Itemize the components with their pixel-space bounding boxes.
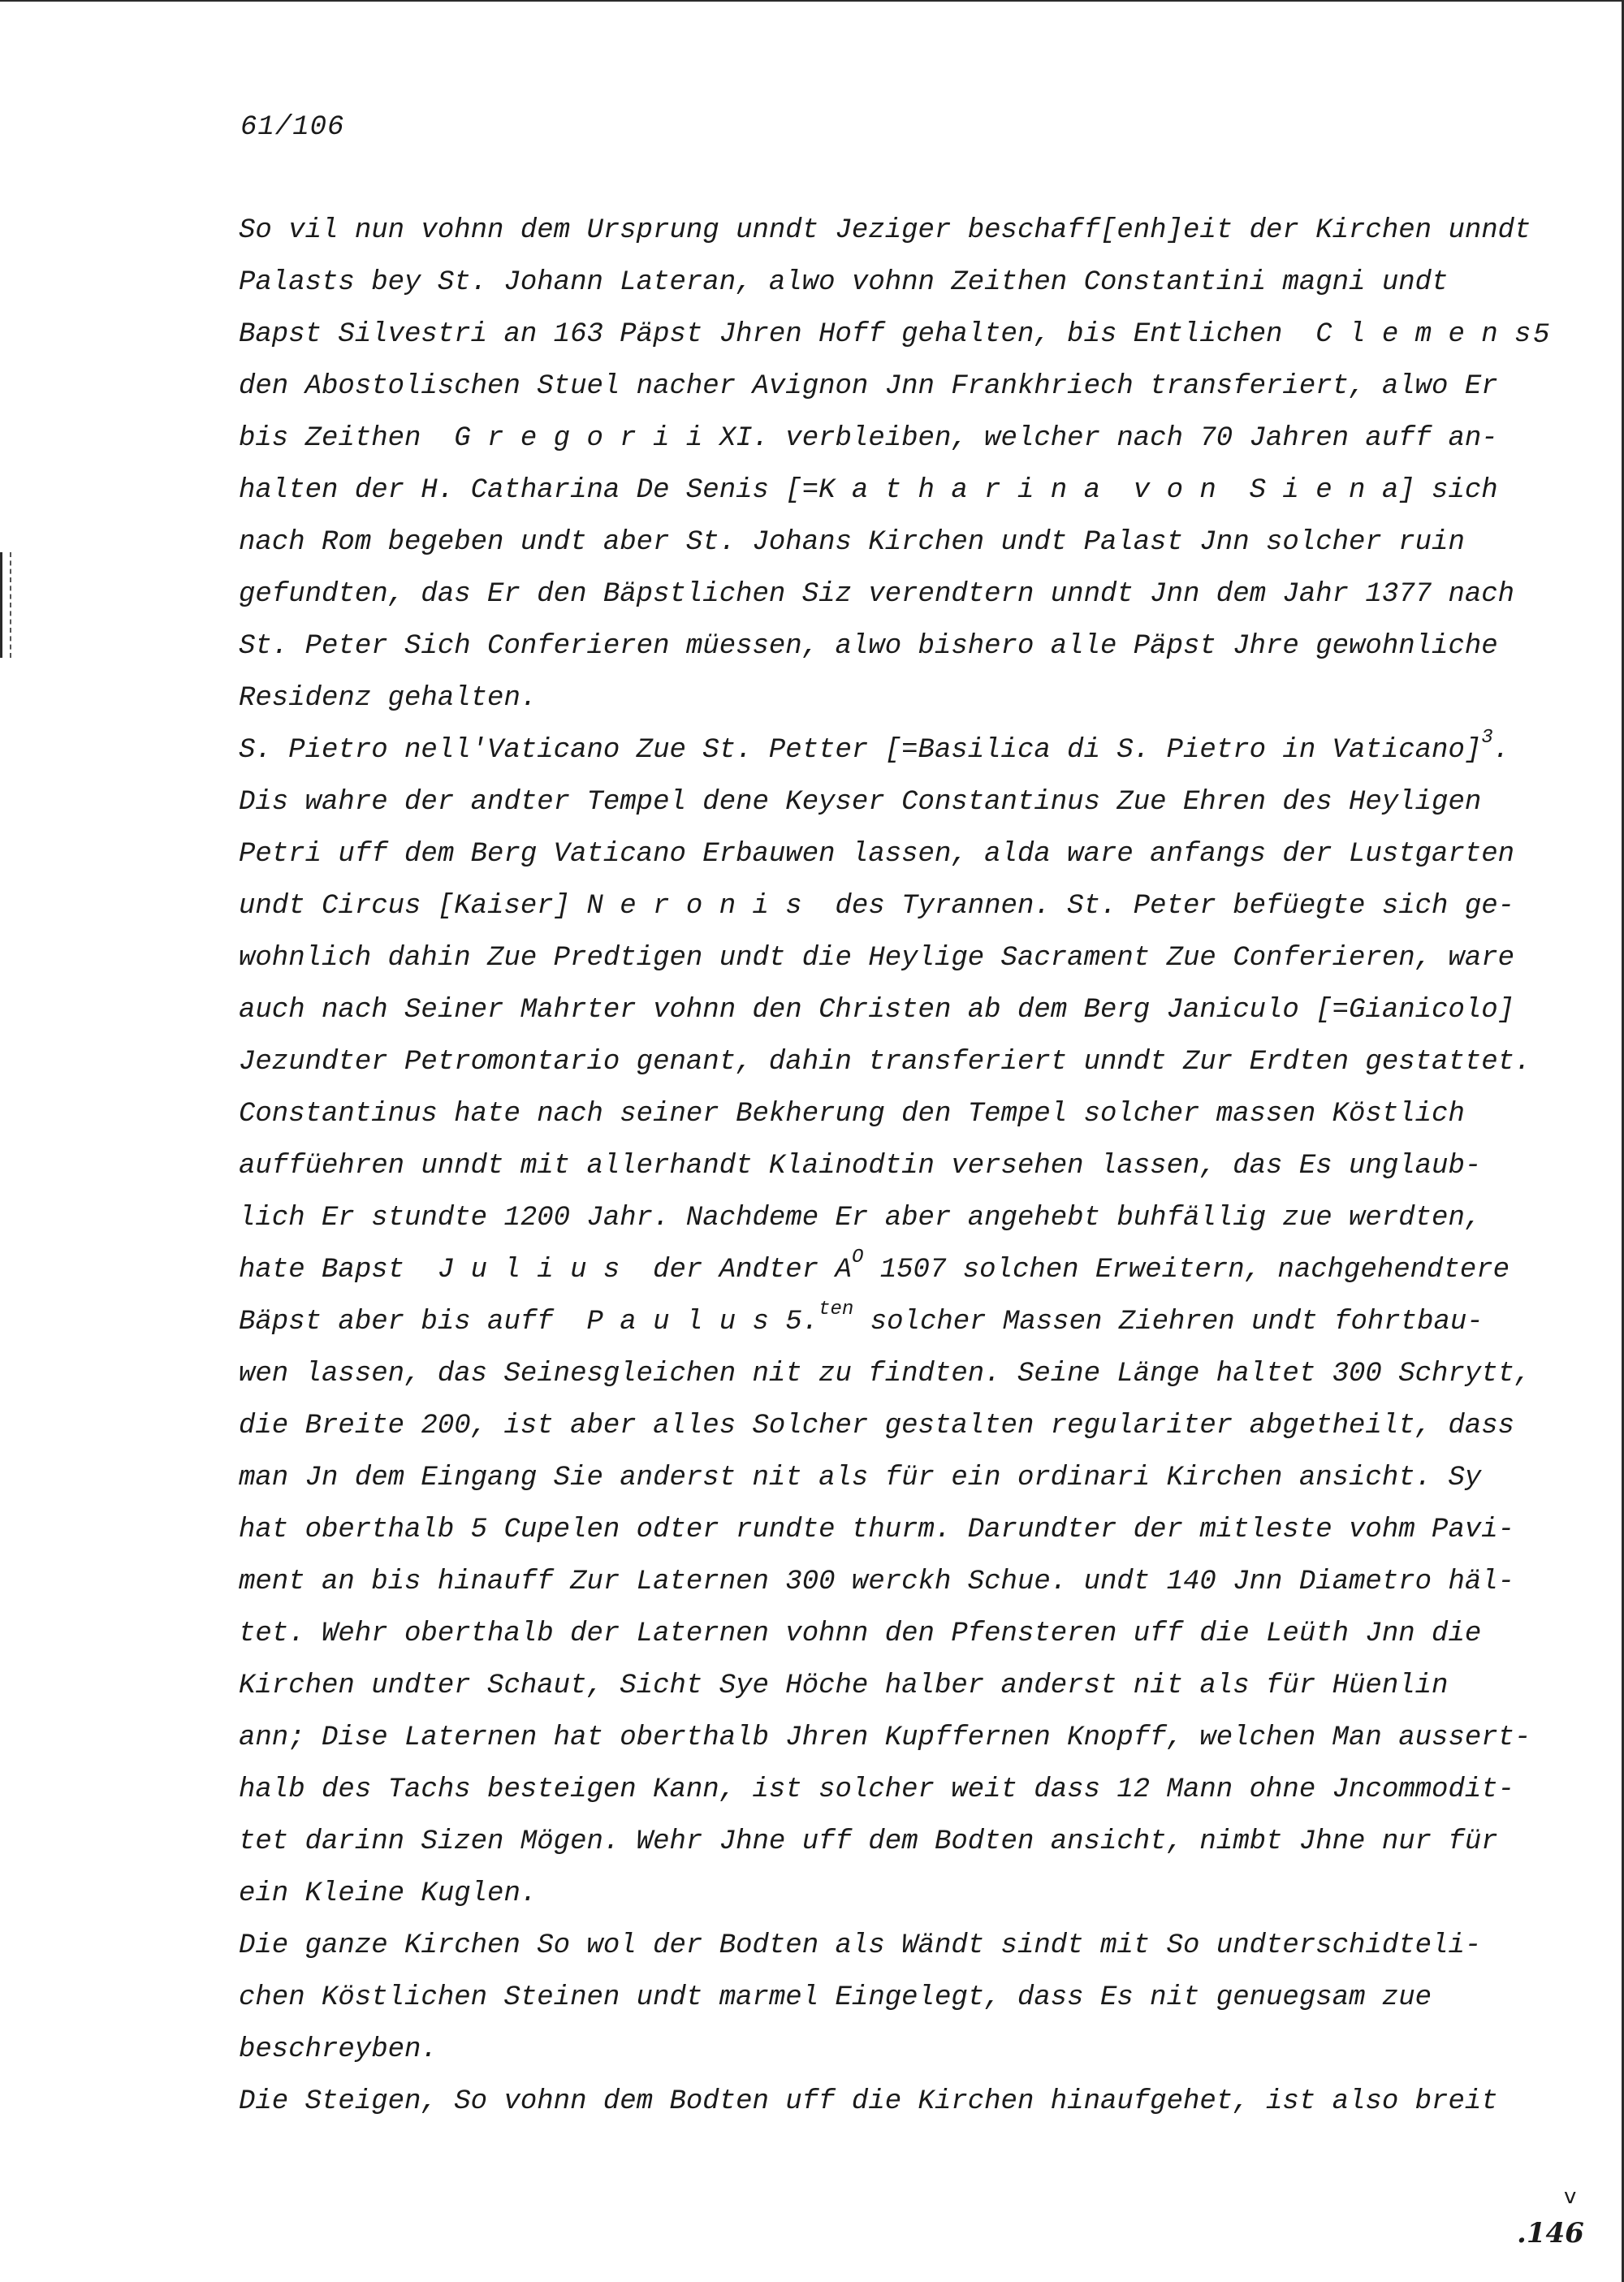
text-line xyxy=(239,727,1510,768)
text-line: ein Kleine Kuglen. xyxy=(239,1878,538,1909)
margin-number: 5 xyxy=(1533,320,1550,351)
text-line-part: . xyxy=(1492,735,1510,766)
text-line: So vil nun vohnn dem Ursprung unndt Jeziger beschaff[enh]eit der Kirchen unndt xyxy=(239,215,1531,246)
superscript: ten xyxy=(818,1299,854,1320)
text-line: auch nach Seiner Mahrter vohnn den Christen ab dem Berg Janiculo [=Gianicolo] xyxy=(239,995,1515,1026)
text-line: wen lassen, das Seinesgleichen nit zu findten. Seine Länge haltet 300 Schrytt, xyxy=(239,1359,1531,1390)
text-line-part: 1507 solchen Erweitern, nachgehendtere xyxy=(863,1255,1510,1286)
text-line: Die ganze Kirchen So wol der Bodten als Wändt sindt mit So undterschidteli- xyxy=(239,1930,1482,1961)
text-line: hat oberthalb 5 Cupelen odter rundte thurm. Darundter der mitleste vohm Pavi- xyxy=(239,1515,1515,1545)
text-line: tet darinn Sizen Mögen. Wehr Jhne uff dem Bodten ansicht, nimbt Jhne nur für xyxy=(239,1826,1498,1857)
text-line: Petri uff dem Berg Vaticano Erbauwen lassen, alda ware anfangs der Lustgarten xyxy=(239,839,1515,870)
text-line xyxy=(239,1299,1484,1340)
page-stamp: .146 xyxy=(1517,2217,1584,2250)
text-line: lich Er stundte 1200 Jahr. Nachdeme Er aber angehebt buhfällig zue werdten, xyxy=(239,1203,1482,1234)
text-line-part: Bäpst aber bis auff P a u l u s 5. xyxy=(239,1307,819,1338)
text-line: ment an bis hinauff Zur Laternen 300 werckh Schue. undt 140 Jnn Diametro häl- xyxy=(239,1567,1515,1597)
binding-mark xyxy=(0,552,11,658)
text-line xyxy=(239,1247,1510,1288)
text-line: wohnlich dahin Zue Predtigen undt die Heylige Sacrament Zue Conferieren, ware xyxy=(239,943,1515,974)
text-line: halb des Tachs besteigen Kann, ist solcher weit dass 12 Mann ohne Jncommodit- xyxy=(239,1774,1515,1805)
text-line: undt Circus [Kaiser] N e r o n i s des Tyrannen. St. Peter befüegte sich ge- xyxy=(239,891,1515,922)
text-line-part: S. Pietro nell'Vaticano Zue St. Petter [=Basilica di S. Pietro in Vaticano] xyxy=(239,735,1482,766)
text-line: gefundten, das Er den Bäpstlichen Siz verendtern unndt Jnn dem Jahr 1377 nach xyxy=(239,579,1515,610)
text-line: beschreyben. xyxy=(239,2034,438,2065)
text-line-part: solcher Massen Ziehren undt fohrtbau- xyxy=(853,1307,1484,1338)
text-line: Jezundter Petromontario genant, dahin transferiert unndt Zur Erdten gestattet. xyxy=(239,1047,1531,1078)
text-line: Kirchen undter Schaut, Sicht Sye Höche halber anderst nit als für Hüenlin xyxy=(239,1670,1449,1701)
text-line: bis Zeithen G r e g o r i i XI. verbleiben, welcher nach 70 Jahren auff an- xyxy=(239,423,1498,454)
text-line: Palasts bey St. Johann Lateran, alwo vohnn Zeithen Constantini magni undt xyxy=(239,267,1449,298)
text-line: chen Köstlichen Steinen undt marmel Eingelegt, dass Es nit genuegsam zue xyxy=(239,1982,1432,2013)
check-mark: v xyxy=(1564,2185,1577,2209)
text-line: halten der H. Catharina De Senis [=K a t h a r i n a v o n S i e n a] sich xyxy=(239,475,1498,506)
text-line-part: hate Bapst J u l i u s der Andter A xyxy=(239,1255,852,1286)
scan-top-edge xyxy=(0,0,1624,2)
superscript: O xyxy=(851,1247,864,1268)
text-line: ann; Dise Laternen hat oberthalb Jhren Kupffernen Knopff, welchen Man aussert- xyxy=(239,1722,1531,1753)
text-line: Residenz gehalten. xyxy=(239,683,538,714)
folio-number: 61/106 xyxy=(240,112,345,143)
text-line: man Jn dem Eingang Sie anderst nit als für ein ordinari Kirchen ansicht. Sy xyxy=(239,1463,1482,1493)
text-line: tet. Wehr oberthalb der Laternen vohnn den Pfensteren uff die Leüth Jnn die xyxy=(239,1619,1482,1649)
text-line: Die Steigen, So vohnn dem Bodten uff die Kirchen hinaufgehet, ist also breit xyxy=(239,2086,1498,2117)
text-line: die Breite 200, ist aber alles Solcher gestalten regulariter abgetheilt, dass xyxy=(239,1411,1515,1441)
text-line: nach Rom begeben undt aber St. Johans Kirchen undt Palast Jnn solcher ruin xyxy=(239,527,1465,558)
text-line: den Abostolischen Stuel nacher Avignon Jnn Frankhriech transferiert, alwo Er xyxy=(239,371,1498,402)
text-line: Bapst Silvestri an 163 Päpst Jhren Hoff gehalten, bis Entlichen C l e m e n s xyxy=(239,319,1531,350)
text-line: Constantinus hate nach seiner Bekherung den Tempel solcher massen Köstlich xyxy=(239,1099,1465,1130)
text-line: St. Peter Sich Conferieren müessen, alwo bishero alle Päpst Jhre gewohnliche xyxy=(239,631,1498,662)
text-line: auffüehren unndt mit allerhandt Klainodtin versehen lassen, das Es unglaub- xyxy=(239,1151,1482,1182)
footnote-marker: 3 xyxy=(1481,727,1493,749)
text-line: Dis wahre der andter Tempel dene Keyser Constantinus Zue Ehren des Heyligen xyxy=(239,787,1482,818)
